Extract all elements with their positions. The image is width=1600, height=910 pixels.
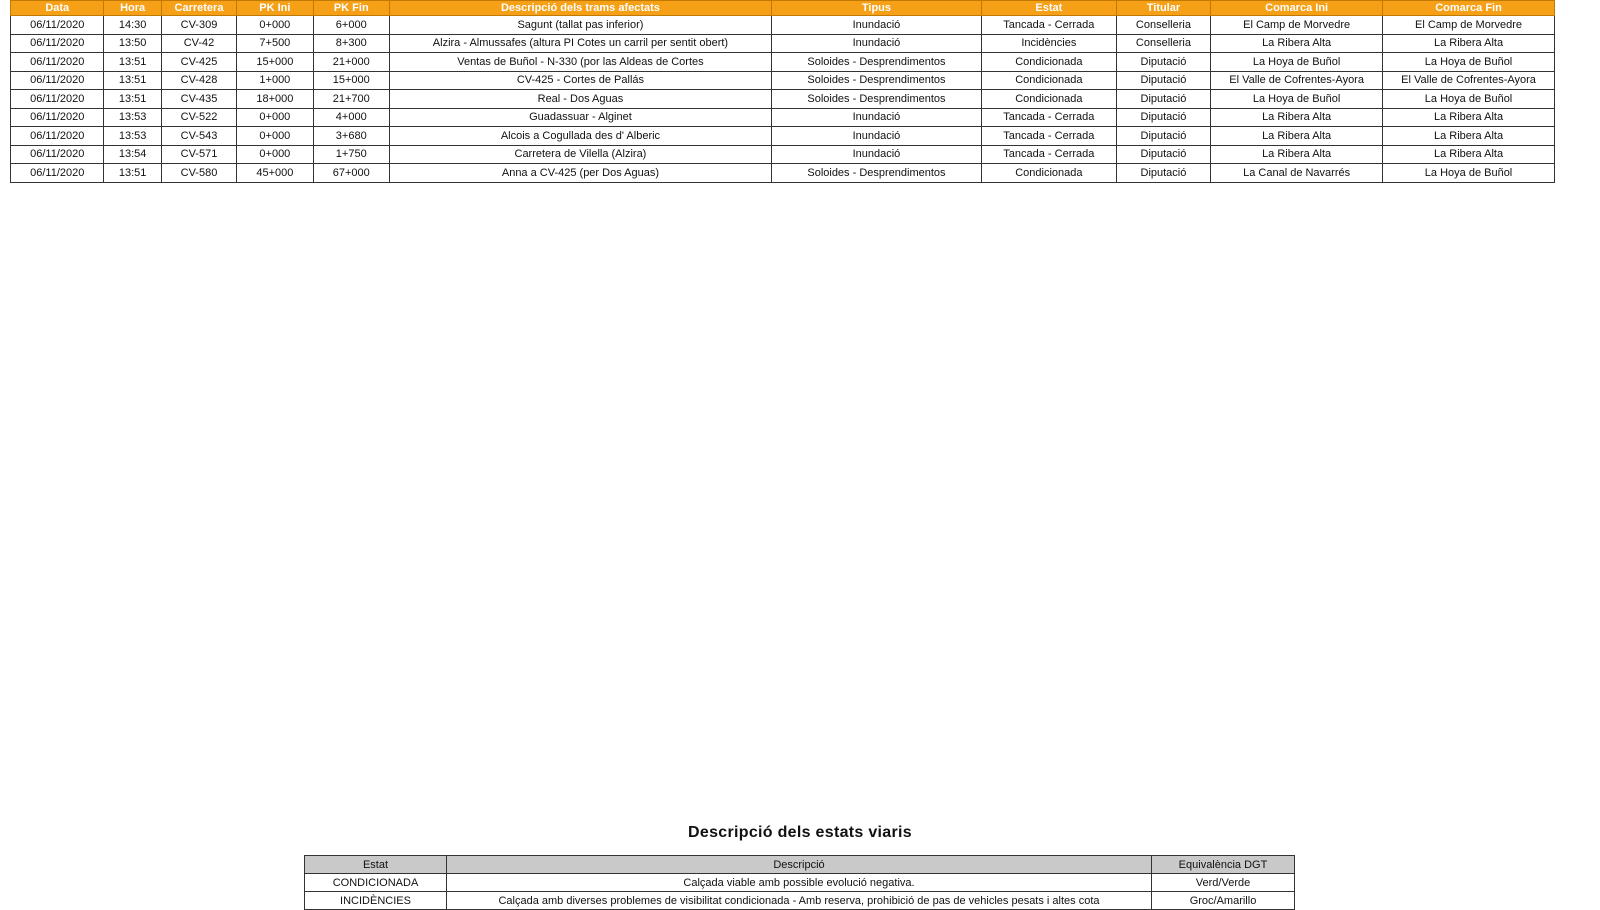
table-cell: 13:54 xyxy=(104,145,161,164)
legend-title: Descripció dels estats viaris xyxy=(688,824,912,841)
table-cell: La Canal de Navarrés xyxy=(1211,164,1383,183)
table-cell: 45+000 xyxy=(237,164,313,183)
table-cell: El Valle de Cofrentes-Ayora xyxy=(1211,71,1383,90)
column-header: Comarca Fin xyxy=(1383,1,1555,16)
table-cell: 06/11/2020 xyxy=(11,108,104,127)
table-row xyxy=(11,71,1555,90)
table-cell: Carretera de Vilella (Alzira) xyxy=(389,145,771,164)
table-cell: Condicionada xyxy=(982,53,1117,72)
column-header: Descripció xyxy=(447,856,1152,874)
table-cell: 06/11/2020 xyxy=(11,145,104,164)
column-header: Estat xyxy=(982,1,1117,16)
table-cell: 0+000 xyxy=(237,16,313,35)
column-header: Descripció dels trams afectats xyxy=(389,1,771,16)
table-cell: 13:50 xyxy=(104,34,161,53)
column-header: PK Ini xyxy=(237,1,313,16)
table-row xyxy=(11,53,1555,72)
table-cell: 0+000 xyxy=(237,145,313,164)
table-cell: El Camp de Morvedre xyxy=(1383,16,1555,35)
table-cell: 06/11/2020 xyxy=(11,34,104,53)
table-cell: Diputació xyxy=(1116,127,1210,146)
column-header: Hora xyxy=(104,1,161,16)
table-cell: 1+750 xyxy=(313,145,389,164)
table-cell: 13:51 xyxy=(104,71,161,90)
column-header: Tipus xyxy=(771,1,981,16)
table-cell: 13:53 xyxy=(104,127,161,146)
table-cell: Tancada - Cerrada xyxy=(982,145,1117,164)
table-cell: 13:51 xyxy=(104,90,161,109)
table-cell: Conselleria xyxy=(1116,16,1210,35)
table-cell: Tancada - Cerrada xyxy=(982,127,1117,146)
table-cell: El Valle de Cofrentes-Ayora xyxy=(1383,71,1555,90)
table-cell: 06/11/2020 xyxy=(11,164,104,183)
table-cell: CV-543 xyxy=(161,127,236,146)
table-cell: 14:30 xyxy=(104,16,161,35)
table-cell: CV-425 - Cortes de Pallás xyxy=(389,71,771,90)
table-cell: La Hoya de Buñol xyxy=(1383,90,1555,109)
table-cell: 06/11/2020 xyxy=(11,16,104,35)
table-cell: Diputació xyxy=(1116,53,1210,72)
table-cell: Groc/Amarillo xyxy=(1152,892,1295,910)
table-cell: Soloides - Desprendimentos xyxy=(771,90,981,109)
table-cell: 3+680 xyxy=(313,127,389,146)
table-cell: La Hoya de Buñol xyxy=(1383,164,1555,183)
table-cell: Tancada - Cerrada xyxy=(982,16,1117,35)
table-row xyxy=(305,892,1295,910)
table-cell: Conselleria xyxy=(1116,34,1210,53)
table-cell: Guadassuar - Alginet xyxy=(389,108,771,127)
table-cell: Incidències xyxy=(982,34,1117,53)
table-cell: Calçada amb diverses problemes de visibilitat condicionada - Amb reserva, prohibició de pas de vehicles pesats i altes cota xyxy=(447,892,1152,910)
incidents-header-row xyxy=(11,1,1555,16)
table-cell: Diputació xyxy=(1116,90,1210,109)
table-cell: Diputació xyxy=(1116,108,1210,127)
table-cell: 1+000 xyxy=(237,71,313,90)
table-cell: 15+000 xyxy=(237,53,313,72)
table-row xyxy=(11,90,1555,109)
column-header: Titular xyxy=(1116,1,1210,16)
table-cell: Alzira - Almussafes (altura PI Cotes un carril per sentit obert) xyxy=(389,34,771,53)
table-cell: La Ribera Alta xyxy=(1383,127,1555,146)
incidents-header xyxy=(11,1,1555,16)
column-header: Comarca Ini xyxy=(1211,1,1383,16)
road-states-legend-table xyxy=(304,855,1295,910)
table-row xyxy=(305,874,1295,892)
table-cell: Diputació xyxy=(1116,145,1210,164)
table-cell: Inundació xyxy=(771,108,981,127)
road-incidents-table xyxy=(10,0,1555,183)
table-cell: 13:51 xyxy=(104,164,161,183)
table-cell: La Hoya de Buñol xyxy=(1383,53,1555,72)
column-header: Estat xyxy=(305,856,447,874)
table-row xyxy=(11,34,1555,53)
table-cell: La Hoya de Buñol xyxy=(1211,90,1383,109)
table-cell: INCIDÈNCIES xyxy=(305,892,447,910)
table-cell: Ventas de Buñol - N-330 (por las Aldeas de Cortes xyxy=(389,53,771,72)
table-row xyxy=(11,16,1555,35)
table-cell: 06/11/2020 xyxy=(11,53,104,72)
table-cell: Sagunt (tallat pas inferior) xyxy=(389,16,771,35)
table-cell: CV-428 xyxy=(161,71,236,90)
table-cell: Inundació xyxy=(771,16,981,35)
table-cell: El Camp de Morvedre xyxy=(1211,16,1383,35)
table-cell: 06/11/2020 xyxy=(11,71,104,90)
table-cell: Soloides - Desprendimentos xyxy=(771,71,981,90)
table-row xyxy=(11,108,1555,127)
table-cell: 0+000 xyxy=(237,108,313,127)
table-cell: CV-42 xyxy=(161,34,236,53)
table-cell: 13:53 xyxy=(104,108,161,127)
table-cell: Real - Dos Aguas xyxy=(389,90,771,109)
table-cell: La Ribera Alta xyxy=(1383,108,1555,127)
table-cell: 15+000 xyxy=(313,71,389,90)
table-cell: CV-522 xyxy=(161,108,236,127)
table-cell: La Ribera Alta xyxy=(1211,108,1383,127)
column-header: Data xyxy=(11,1,104,16)
table-cell: Diputació xyxy=(1116,164,1210,183)
table-row xyxy=(11,145,1555,164)
table-row xyxy=(11,164,1555,183)
table-cell: CV-580 xyxy=(161,164,236,183)
table-cell: 7+500 xyxy=(237,34,313,53)
table-cell: 18+000 xyxy=(237,90,313,109)
table-cell: 4+000 xyxy=(313,108,389,127)
table-cell: Soloides - Desprendimentos xyxy=(771,164,981,183)
table-cell: 8+300 xyxy=(313,34,389,53)
table-cell: CV-435 xyxy=(161,90,236,109)
table-cell: Tancada - Cerrada xyxy=(982,108,1117,127)
table-cell: 06/11/2020 xyxy=(11,90,104,109)
table-cell: 21+700 xyxy=(313,90,389,109)
column-header: Equivalència DGT xyxy=(1152,856,1295,874)
table-cell: Condicionada xyxy=(982,71,1117,90)
table-cell: La Ribera Alta xyxy=(1211,127,1383,146)
table-cell: La Ribera Alta xyxy=(1383,34,1555,53)
table-cell: Calçada viable amb possible evolució negativa. xyxy=(447,874,1152,892)
table-cell: 6+000 xyxy=(313,16,389,35)
legend-header-row xyxy=(305,856,1295,874)
column-header: PK Fin xyxy=(313,1,389,16)
table-cell: 21+000 xyxy=(313,53,389,72)
table-cell: CONDICIONADA xyxy=(305,874,447,892)
table-cell: CV-571 xyxy=(161,145,236,164)
table-cell: La Hoya de Buñol xyxy=(1211,53,1383,72)
table-cell: 0+000 xyxy=(237,127,313,146)
table-cell: 13:51 xyxy=(104,53,161,72)
table-cell: CV-309 xyxy=(161,16,236,35)
table-cell: Diputació xyxy=(1116,71,1210,90)
table-cell: CV-425 xyxy=(161,53,236,72)
table-row xyxy=(11,127,1555,146)
table-cell: La Ribera Alta xyxy=(1211,145,1383,164)
table-cell: 06/11/2020 xyxy=(11,127,104,146)
table-cell: La Ribera Alta xyxy=(1383,145,1555,164)
table-cell: La Ribera Alta xyxy=(1211,34,1383,53)
table-cell: 67+000 xyxy=(313,164,389,183)
table-cell: Condicionada xyxy=(982,90,1117,109)
incidents-body xyxy=(11,16,1555,183)
table-cell: Inundació xyxy=(771,127,981,146)
legend-header xyxy=(305,856,1295,874)
table-cell: Verd/Verde xyxy=(1152,874,1295,892)
table-cell: Soloides - Desprendimentos xyxy=(771,53,981,72)
table-cell: Anna a CV-425 (per Dos Aguas) xyxy=(389,164,771,183)
table-cell: Condicionada xyxy=(982,164,1117,183)
table-cell: Inundació xyxy=(771,145,981,164)
column-header: Carretera xyxy=(161,1,236,16)
table-cell: Alcois a Cogullada des d' Alberic xyxy=(389,127,771,146)
legend-body xyxy=(305,874,1295,910)
table-cell: Inundació xyxy=(771,34,981,53)
